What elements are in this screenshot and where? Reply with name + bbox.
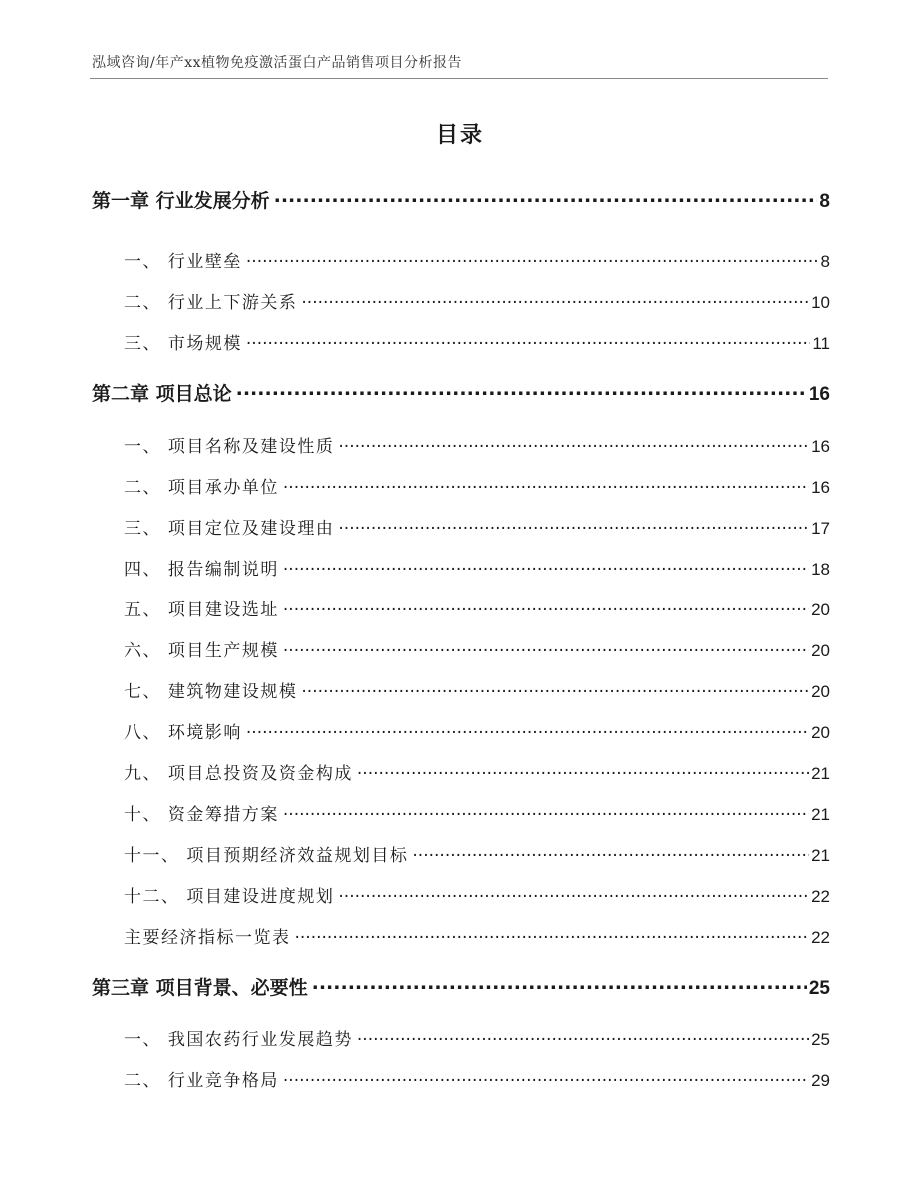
toc-entry-label: 一、 项目名称及建设性质	[124, 437, 335, 457]
toc-page-number: 25	[811, 1030, 830, 1049]
toc-entry-label: 十二、 项目建设进度规划	[124, 887, 335, 907]
toc-section[interactable]	[124, 923, 830, 948]
toc-entry-label: 第一章 行业发展分析	[92, 190, 270, 212]
toc-section[interactable]	[124, 329, 830, 354]
toc-page-number: 20	[811, 600, 830, 619]
toc-entry-label: 三、 项目定位及建设理由	[124, 519, 335, 539]
toc-section[interactable]	[124, 882, 830, 907]
toc-page-number: 8	[820, 252, 830, 271]
dot-leader	[274, 188, 818, 207]
dot-leader	[283, 476, 809, 493]
toc-section[interactable]	[124, 677, 830, 702]
dot-leader	[283, 558, 809, 575]
toc-page-number: 16	[811, 437, 830, 456]
toc-entry-label: 二、 行业竞争格局	[124, 1071, 279, 1091]
toc-page-number: 16	[808, 384, 830, 405]
toc-section[interactable]	[124, 1066, 830, 1091]
toc-page-number: 16	[811, 478, 830, 497]
toc-title: 目录	[435, 123, 484, 148]
toc-entry-label: 五、 项目建设选址	[124, 600, 279, 620]
dot-leader	[283, 639, 809, 656]
toc-page-number: 20	[811, 682, 830, 701]
toc-entry-label: 三、 市场规模	[124, 334, 242, 354]
toc-entry-label: 七、 建筑物建设规模	[124, 682, 298, 702]
dot-leader	[295, 926, 810, 943]
dot-leader	[246, 332, 810, 349]
toc-chapter-2[interactable]	[92, 379, 830, 406]
toc-page-number: 10	[811, 293, 830, 312]
toc-page-number: 22	[811, 887, 830, 906]
toc-section[interactable]	[124, 1025, 830, 1050]
toc-page-number: 20	[811, 723, 830, 742]
toc-section[interactable]	[124, 473, 830, 498]
toc-entry-label: 主要经济指标一览表	[124, 928, 291, 948]
dot-leader	[283, 1069, 809, 1086]
toc-page-number: 17	[811, 519, 830, 538]
toc-entry-label: 十一、 项目预期经济效益规划目标	[124, 846, 409, 866]
toc-page-number: 22	[811, 928, 830, 947]
toc-section[interactable]	[124, 636, 830, 661]
dot-leader	[246, 250, 819, 267]
dot-leader	[246, 721, 809, 738]
toc-section[interactable]	[124, 555, 830, 580]
dot-leader	[338, 885, 809, 902]
toc-chapter-3[interactable]	[92, 973, 830, 1000]
dot-leader	[412, 844, 809, 861]
dot-leader	[236, 381, 807, 400]
toc-section[interactable]	[124, 514, 830, 539]
toc-section[interactable]	[124, 432, 830, 457]
toc-entry-label: 六、 项目生产规模	[124, 641, 279, 661]
toc-section[interactable]	[124, 595, 830, 620]
toc-section[interactable]	[124, 841, 830, 866]
toc-entry-label: 一、 行业壁垒	[124, 252, 242, 272]
toc-entry-label: 四、 报告编制说明	[124, 560, 279, 580]
toc-entry-label: 第三章 项目背景、必要性	[92, 977, 308, 999]
toc-page-number: 8	[819, 191, 830, 212]
dot-leader	[338, 517, 809, 534]
dot-leader	[283, 803, 809, 820]
toc-page-number: 20	[811, 641, 830, 660]
toc-entry-label: 二、 行业上下游关系	[124, 293, 298, 313]
toc-entry-label: 二、 项目承办单位	[124, 478, 279, 498]
dot-leader	[312, 975, 807, 994]
toc-page-number: 11	[812, 334, 830, 353]
toc-page-number: 18	[811, 560, 830, 579]
toc-page-number: 29	[811, 1071, 830, 1090]
toc-entry-label: 九、 项目总投资及资金构成	[124, 764, 353, 784]
dot-leader	[301, 291, 809, 308]
toc-page-number: 25	[808, 978, 830, 999]
toc-section[interactable]	[124, 759, 830, 784]
toc-entry-label: 第二章 项目总论	[92, 383, 232, 405]
toc-entry-label: 十、 资金筹措方案	[124, 805, 279, 825]
toc-section[interactable]	[124, 288, 830, 313]
toc-page-number: 21	[811, 846, 830, 865]
dot-leader	[357, 762, 809, 779]
toc-section[interactable]	[124, 718, 830, 743]
toc-section[interactable]	[124, 800, 830, 825]
dot-leader	[338, 435, 809, 452]
dot-leader	[301, 680, 809, 697]
dot-leader	[283, 598, 809, 615]
toc-section[interactable]	[124, 247, 830, 272]
toc-page-number: 21	[811, 764, 830, 783]
toc-page-number: 21	[811, 805, 830, 824]
toc-entry-label: 八、 环境影响	[124, 723, 242, 743]
toc-chapter-1[interactable]	[92, 186, 830, 213]
toc-entry-label: 一、 我国农药行业发展趋势	[124, 1030, 353, 1050]
running-header: 泓域咨询/年产xx植物免疫激活蛋白产品销售项目分析报告	[92, 55, 463, 71]
dot-leader	[357, 1028, 809, 1045]
